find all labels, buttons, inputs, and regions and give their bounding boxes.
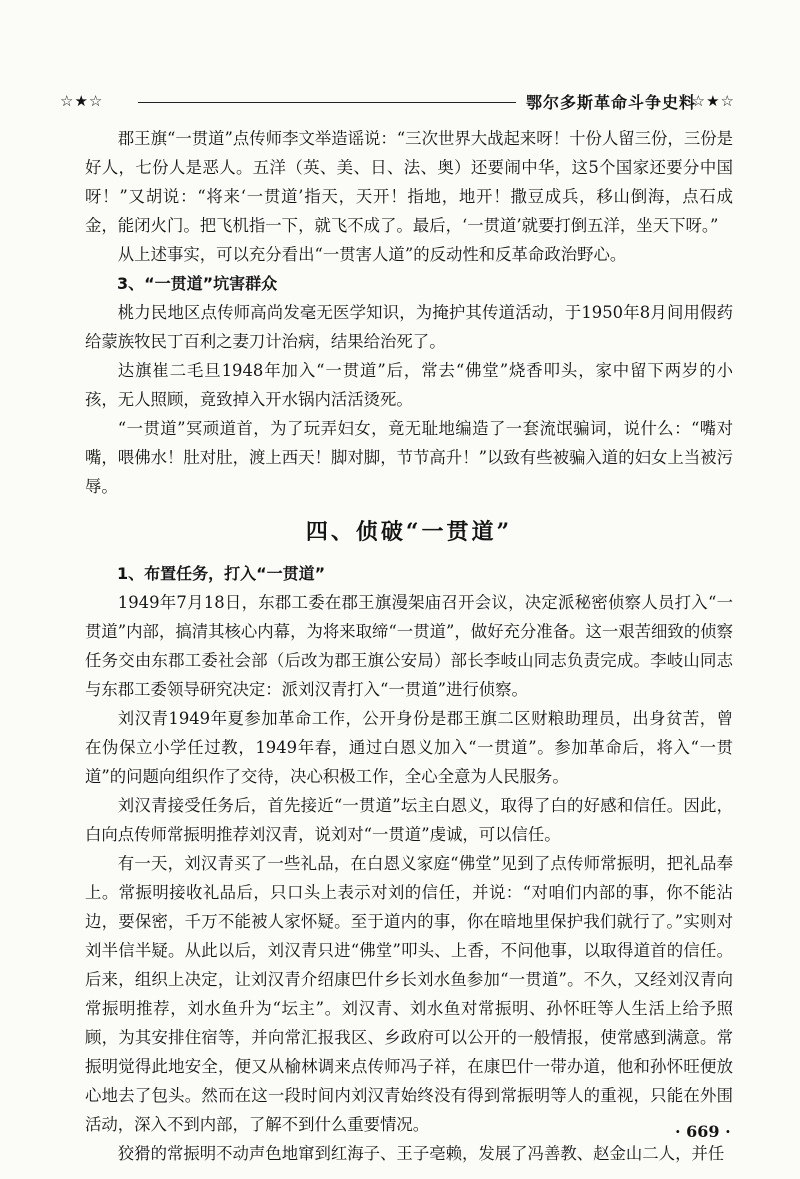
paragraph: “一贯道”冥顽道首，为了玩弄妇女，竟无耻地编造了一套流氓骗词，说什么：“嘴对嘴，喂佛水！肚对肚，渡上西天！脚对脚，节节高升！”以致有些被骗入道的妇女上当被污辱。	[85, 419, 733, 496]
paragraph: 1949年7月18日，东郡工委在郡王旗漫架庙召开会议，决定派秘密侦察人员打入“一贯道”内部，搞清其核心内幕，为将来取缔“一贯道”，做好充分准备。这一艰苦细致的侦察任务交由东郡工委社会部（后改为郡王旗公安局）部长李岐山同志负责完成。李岐山同志与东郡工委领导研究决定：派刘汉青打入“一贯道”进行侦察。	[85, 593, 733, 699]
paragraph: 有一天，刘汉青买了一些礼品，在白恩义家庭“佛堂”见到了点传师常振明，把礼品奉上。常振明接收礼品后，只口头上表示对刘的信任，并说：“对咱们内部的事，你不能沾边，要保密，千万不能被人家怀疑。至于道内的事，你在暗地里保护我们就行了。”实则对刘半信半疑。从此以后，刘汉青只进“佛堂”叩头、上香，不问他事，以取得道首的信任。后来，组织上决定，让刘汉青介绍康巴什乡长刘水鱼参加“一贯道”。不久，又经刘汉青向常振明推荐，刘水鱼升为“坛主”。刘汉青、刘水鱼对常振明、孙怀旺等人生活上给予照顾，为其安排住宿等，并向常汇报我区、乡政府可以公开的一般情报，使常感到满意。常振明觉得此地安全，便又从榆林调来点传师冯子祥，在康巴什一带办道，他和孙怀旺便放心地去了包头。然而在这一段时间内刘汉青始终没有得到常振明等人的重视，只能在外围活动，深入不到内部，了解不到什么重要情况。	[85, 854, 733, 1134]
page-body	[85, 124, 733, 1168]
page-number: · 669 ·	[675, 1122, 731, 1141]
paragraph: 郡王旗“一贯道”点传师李文举造谣说：“三次世界大战起来呀！十份人留三份，三份是好人，七份人是恶人。五洋（英、美、日、法、奥）还要闹中华，这5个国家还要分中国呀！”又胡说：“将来‘一贯道’指天，天开！指地，地开！撒豆成兵，移山倒海，点石成金，能闭火门。把飞机指一下，就飞不成了。最后，‘一贯道’就要打倒五洋，坐天下呀。”	[85, 129, 733, 235]
section-title: 四、侦破“一贯道”	[305, 519, 513, 545]
paragraph: 刘汉青接受任务后，首先接近“一贯道”坛主白恩义，取得了白的好感和信任。因此，白向点传师常振明推荐刘汉青，说刘对“一贯道”虔诚，可以信任。	[85, 796, 733, 844]
paragraph: 从上述事实，可以充分看出“一贯害人道”的反动性和反革命政治野心。	[117, 245, 627, 264]
paragraph: 达旗崔二毛旦1948年加入“一贯道”后，常去“佛堂”烧香叩头，家中留下两岁的小孩，无人照顾，竟致掉入开水锅内活活烫死。	[85, 361, 733, 409]
book-title: 鄂尔多斯革命斗争史料	[526, 93, 697, 112]
subheading: 3、“一贯道”坑害群众	[117, 274, 278, 293]
subheading: 1、布置任务，打入“一贯道”	[117, 564, 326, 583]
right-stars: ☆★☆	[691, 92, 735, 110]
header-rule	[138, 102, 516, 103]
paragraph: 狡猾的常振明不动声色地窜到红海子、王子亳赖，发展了冯善教、赵金山二人，并任	[117, 1144, 725, 1163]
running-header	[60, 90, 735, 118]
paragraph: 刘汉青1949年夏参加革命工作，公开身份是郡王旗二区财粮助理员，出身贫苦，曾在伪保立小学任过教，1949年春，通过白恩义加入“一贯道”。参加革命后，将入“一贯道”的问题向组织作了交待，决心积极工作，全心全意为人民服务。	[85, 709, 733, 786]
paragraph: 桃力民地区点传师高尚发毫无医学知识，为掩护其传道活动，于1950年8月间用假药给蒙族牧民丁百利之妻刀计治病，结果给治死了。	[85, 303, 733, 351]
left-stars: ☆★☆	[60, 92, 104, 110]
